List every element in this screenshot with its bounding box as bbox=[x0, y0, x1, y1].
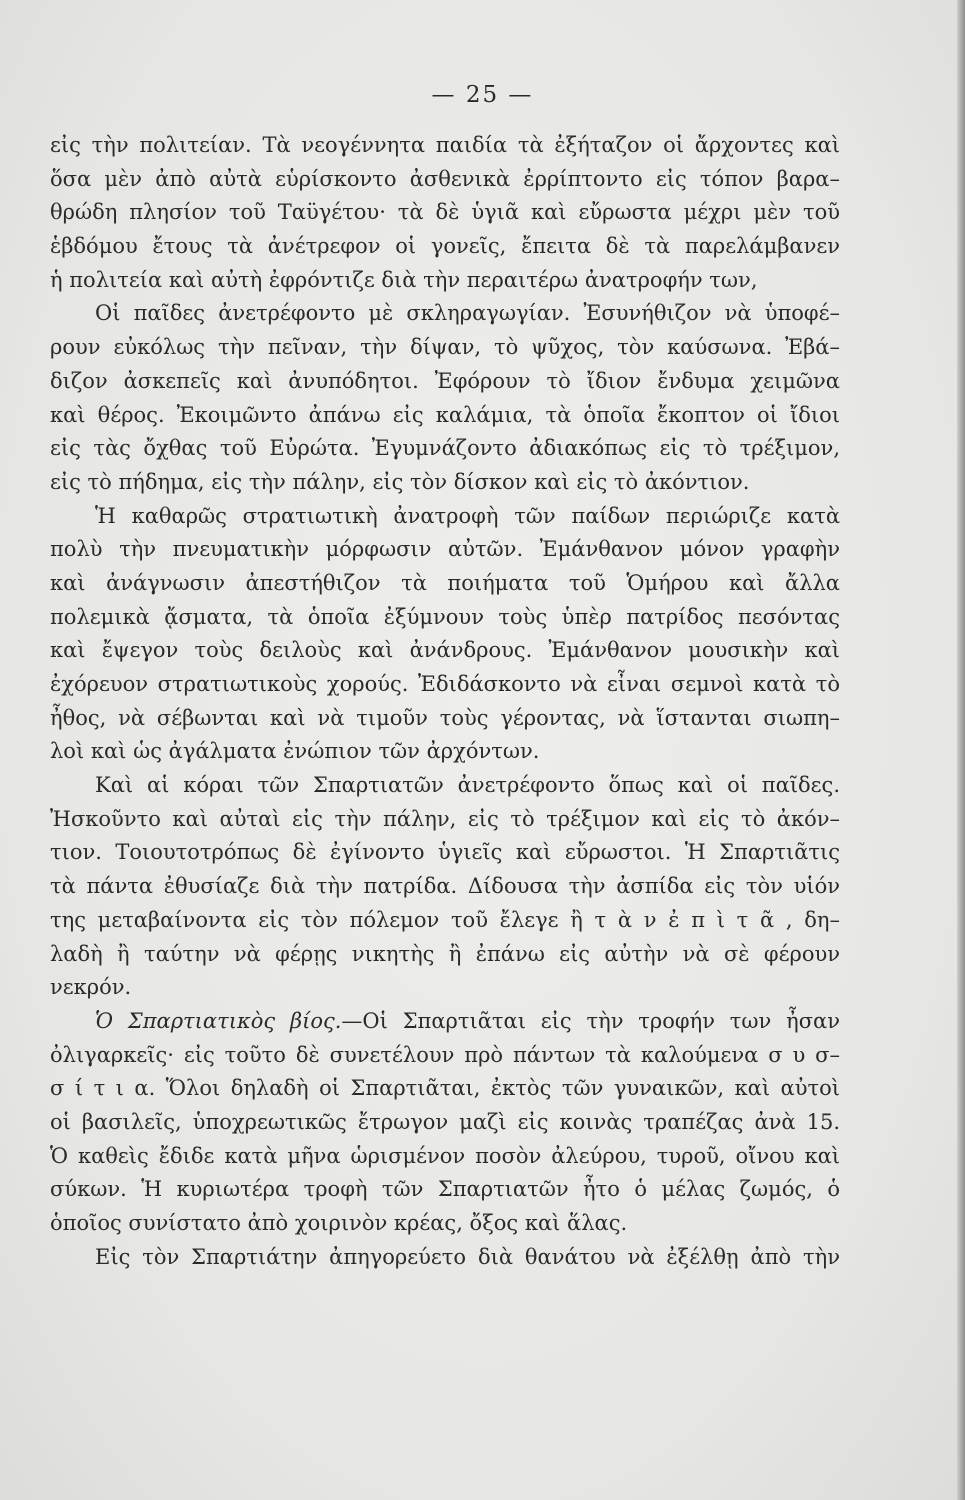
section-heading: Ὁ Σπαρτιατικὸς βίος. bbox=[95, 1008, 342, 1033]
text-line: Ὁ καθεὶς ἔδιδε κατὰ μῆνα ὡρισμένον ποσὸν ἀλεύρου, τυροῦ, οἴνου καὶ bbox=[50, 1143, 840, 1168]
text-line: ρουν εὐκόλως τὴν πεῖναν, τὴν δίψαν, τὸ ψῦχος, τὸν καύσωνα. Ἐβά– bbox=[50, 335, 840, 360]
text-line: ἑβδόμου ἔτους τὰ ἀνέτρεφον οἱ γονεῖς, ἔπειτα δὲ τὰ παρελάμβανεν bbox=[50, 234, 840, 259]
text-line: Εἰς τὸν Σπαρτιάτην ἀπηγορεύετο διὰ θανάτου νὰ ἐξέλθῃ ἀπὸ τὴν bbox=[95, 1244, 840, 1269]
text-line: ἐχόρευον στρατιωτικοὺς χορούς. Ἐδιδάσκοντο νὰ εἶναι σεμνοὶ κατὰ τὸ bbox=[50, 672, 840, 696]
text-line: εἰς τὰς ὄχθας τοῦ Εὐρώτα. Ἐγυμνάζοντο ἀδιακόπως εἰς τὸ τρέξιμον, bbox=[50, 436, 840, 461]
text-line: εἰς τὴν πολιτείαν. Τὰ νεογέννητα παιδία τὰ ἐξήταζον οἱ ἄρχοντες καὶ bbox=[50, 133, 840, 157]
text-line: θρώδη πλησίον τοῦ Ταϋγέτου· τὰ δὲ ὑγιᾶ καὶ εὔρωστα μέχρι μὲν τοῦ bbox=[50, 200, 840, 225]
text-line: πολεμικὰ ᾄσματα, τὰ ὁποῖα ἐξύμνουν τοὺς ὑπὲρ πατρίδος πεσόντας bbox=[50, 604, 840, 629]
text-line: λοὶ καὶ ὡς ἀγάλματα ἐνώπιον τῶν ἀρχόντων. bbox=[50, 739, 540, 764]
text-line: Ἡ καθαρῶς στρατιωτικὴ ἀνατροφὴ τῶν παίδων περιώριζε κατὰ bbox=[95, 503, 840, 528]
text-line: οἱ βασιλεῖς, ὑποχρεωτικῶς ἔτρωγον μαζὶ εἰς κοινὰς τραπέζας ἀνὰ 15. bbox=[50, 1109, 840, 1134]
text-line-rest: —Οἱ Σπαρτιᾶται εἰς τὴν τροφήν των ἦσαν bbox=[341, 1008, 840, 1033]
text-line: διζον ἀσκεπεῖς καὶ ἀνυπόδητοι. Ἐφόρουν τὸ ἴδιον ἔνδυμα χειμῶνα bbox=[50, 368, 840, 393]
text-line: Οἱ παῖδες ἀνετρέφοντο μὲ σκληραγωγίαν. Ἐσυνήθιζον νὰ ὑποφέ– bbox=[95, 301, 840, 326]
text-line: Ἠσκοῦντο καὶ αὐταὶ εἰς τὴν πάλην, εἰς τὸ τρέξιμον καὶ εἰς τὸ ἀκόν– bbox=[50, 806, 840, 831]
text-line: ἦθος, νὰ σέβωνται καὶ νὰ τιμοῦν τοὺς γέροντας, νὰ ἵστανται σιωπη– bbox=[50, 705, 840, 730]
text-line: σ ί τ ι α. Ὅλοι δηλαδὴ οἱ Σπαρτιᾶται, ἐκτὸς τῶν γυναικῶν, καὶ αὐτοὶ bbox=[50, 1076, 840, 1101]
text-line: Καὶ αἱ κόραι τῶν Σπαρτιατῶν ἀνετρέφοντο ὅπως καὶ οἱ παῖδες. bbox=[95, 773, 840, 798]
text-line: καὶ θέρος. Ἐκοιμῶντο ἀπάνω εἰς καλάμια, τὰ ὁποῖα ἔκοπτον οἱ ἴδιοι bbox=[50, 402, 840, 427]
text-line: εἰς τὸ πήδημα, εἰς τὴν πάλην, εἰς τὸν δίσκον καὶ εἰς τὸ ἀκόντιον. bbox=[50, 469, 750, 494]
page-number: — 25 — bbox=[431, 82, 534, 108]
text-line: ὁποῖος συνίστατο ἀπὸ χοιρινὸν κρέας, ὄξος καὶ ἅλας. bbox=[50, 1211, 628, 1235]
text-line: νεκρόν. bbox=[50, 975, 132, 1000]
text-line: της μεταβαίνοντα εἰς τὸν πόλεμον τοῦ ἔλεγε ἢ τ ὰ ν ἐ π ὶ τ ᾶ , δη– bbox=[50, 907, 840, 932]
text-line: ὅσα μὲν ἀπὸ αὐτὰ εὑρίσκοντο ἀσθενικὰ ἐρρίπτοντο εἰς τόπον βαρα– bbox=[50, 166, 840, 191]
text-line: ὀλιγαρκεῖς· εἰς τοῦτο δὲ συνετέλουν πρὸ πάντων τὰ καλούμενα σ υ σ– bbox=[50, 1042, 840, 1067]
text-line: σύκων. Ἡ κυριωτέρα τροφὴ τῶν Σπαρτιατῶν ἦτο ὁ μέλας ζωμός, ὁ bbox=[50, 1177, 840, 1202]
body-text bbox=[50, 129, 840, 1274]
page-edge-shadow bbox=[957, 0, 965, 1500]
text-line: πολὺ τὴν πνευματικὴν μόρφωσιν αὐτῶν. Ἐμάνθανον μόνον γραφὴν bbox=[50, 537, 840, 562]
text-line: καὶ ἔψεγον τοὺς δειλοὺς καὶ ἀνάνδρους. Ἐμάνθανον μουσικὴν καὶ bbox=[50, 638, 840, 663]
text-line: καὶ ἀνάγνωσιν ἀπεστήθιζον τὰ ποιήματα τοῦ Ὁμήρου καὶ ἄλλα bbox=[50, 570, 840, 595]
text-line: ἡ πολιτεία καὶ αὐτὴ ἐφρόντιζε διὰ τὴν περαιτέρω ἀνατροφήν των, bbox=[50, 267, 758, 292]
text-line: τιον. Τοιουτοτρόπως δὲ ἐγίνοντο ὑγιεῖς καὶ εὔρωστοι. Ἡ Σπαρτιᾶτις bbox=[50, 840, 840, 865]
text-line: τὰ πάντα ἐθυσίαζε διὰ τὴν πατρίδα. Δίδουσα τὴν ἀσπίδα εἰς τὸν υἱόν bbox=[50, 874, 840, 899]
text-line: λαδὴ ἢ ταύτην νὰ φέρῃς νικητὴς ἢ ἐπάνω εἰς αὐτὴν νὰ σὲ φέρουν bbox=[50, 941, 840, 966]
text-line bbox=[50, 1005, 840, 1039]
